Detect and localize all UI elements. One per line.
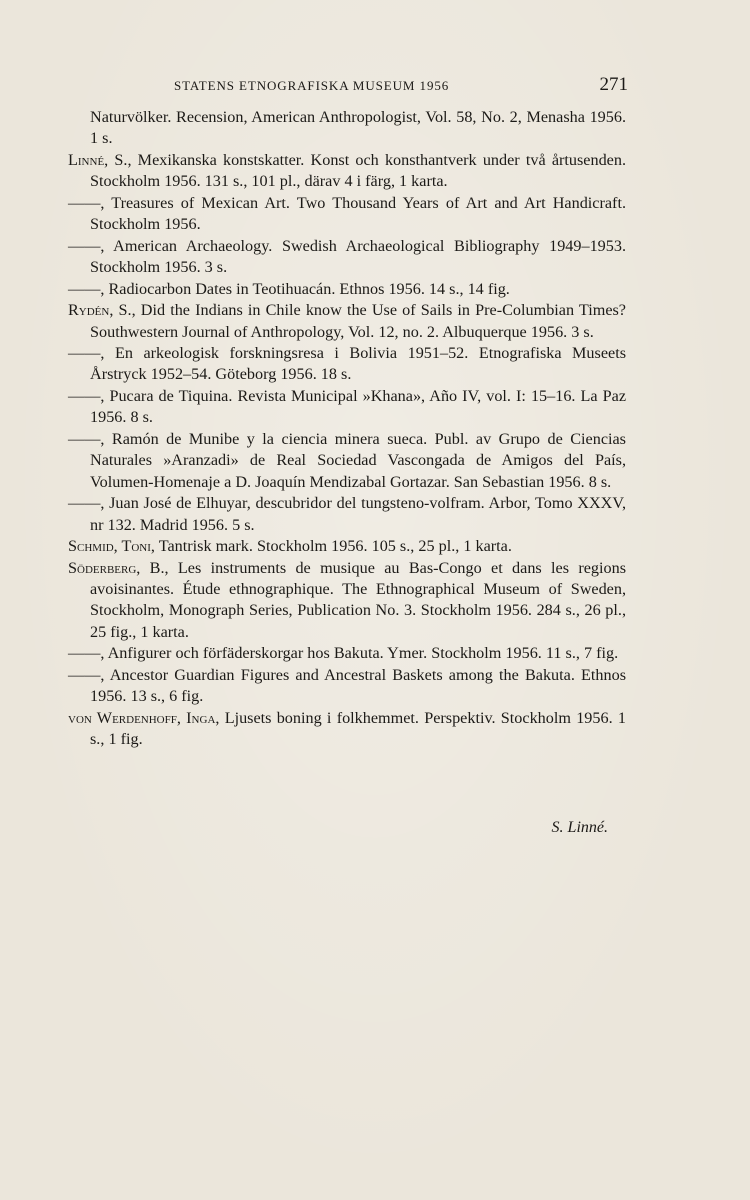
entry-text: ——, Pucara de Tiquina. Revista Municipal »Khana», Año IV, vol. I: 15–16. La Paz 1956. 8 s.	[68, 386, 626, 427]
entry-text: ——, Ancestor Guardian Figures and Ancestral Baskets among the Bakuta. Ethnos 1956. 13 s., 6 fig.	[68, 665, 626, 706]
bibliography-entry	[68, 300, 626, 343]
entry-text: , S., Mexikanska konstskatter. Konst och konsthantverk under två årtusenden. Stockholm 1956. 131 s., 101 pl., därav 4 i färg, 1 karta.	[90, 150, 626, 191]
entry-author: von Werdenhoff, Inga	[68, 708, 216, 727]
entry-text: ——, En arkeologisk forskningsresa i Bolivia 1951–52. Etnografiska Museets Årstryck 1952–54. Göteborg 1956. 18 s.	[68, 343, 626, 384]
bibliography-entry	[68, 429, 626, 493]
entry-text: ——, Treasures of Mexican Art. Two Thousand Years of Art and Art Handicraft. Stockholm 1956.	[68, 193, 626, 234]
bibliography-entry	[68, 558, 626, 644]
bibliography-entry	[68, 708, 626, 751]
bibliography-entry	[68, 665, 626, 708]
page-number: 271	[599, 74, 628, 95]
entry-text: ——, Ramón de Munibe y la ciencia minera sueca. Publ. av Grupo de Ciencias Naturales »Aranzadi» de Real Sociedad Vascongada de Amigos del País, Volumen-Homenaje a D. Joaquín Mendizabal Gortazar. San Sebastian 1956. 8 s.	[68, 429, 626, 491]
entry-text: ——, Anfigurer och förfäderskorgar hos Bakuta. Ymer. Stockholm 1956. 11 s., 7 fig.	[68, 644, 619, 663]
entry-text: , S., Did the Indians in Chile know the Use of Sails in Pre-Columbian Times? Southwestern Journal of Anthropology, Vol. 12, no. 2. Albuquerque 1956. 3 s.	[90, 301, 626, 341]
entry-text: ——, Radiocarbon Dates in Teotihuacán. Ethnos 1956. 14 s., 14 fig.	[68, 279, 510, 298]
bibliography-entry	[68, 643, 626, 664]
bibliography-entry	[68, 279, 626, 300]
bibliography-entry	[68, 193, 626, 236]
bibliography-entry	[68, 343, 626, 386]
entry-text: , B., Les instruments de musique au Bas-Congo et dans les regions avoisinantes. Étude ethnographique. The Ethnographical Museum of Sweden, Stockholm, Monograph Series, Publication No. 3. Stockholm 1956. 284 s., 26 pl., 25 fig., 1 karta.	[90, 558, 626, 641]
entry-author: Schmid, Toni	[68, 537, 151, 556]
entry-text: ——, American Archaeology. Swedish Archaeological Bibliography 1949–1953. Stockholm 1956. 3 s.	[68, 236, 626, 277]
bibliography-entry	[68, 386, 626, 429]
bibliography-entry	[68, 536, 626, 557]
bibliography-list	[68, 107, 626, 751]
bibliography-entry	[68, 107, 626, 150]
bibliography-entry	[68, 493, 626, 536]
entry-text: ——, Juan José de Elhuyar, descubridor del tungsteno-volfram. Arbor, Tomo XXXV, nr 132. Madrid 1956. 5 s.	[68, 494, 626, 534]
bibliography-entry	[68, 236, 626, 279]
page-header	[174, 76, 628, 100]
bibliography-entry	[68, 150, 626, 193]
entry-author: Rydén	[68, 301, 110, 320]
entry-author: Söderberg	[68, 558, 137, 577]
entry-text: , Ljusets boning i folkhemmet. Perspektiv. Stockholm 1956. 1 s., 1 fig.	[90, 708, 626, 749]
entry-author: Linné	[68, 150, 105, 169]
entry-text: Naturvölker. Recension, American Anthropologist, Vol. 58, No. 2, Menasha 1956. 1 s.	[90, 108, 626, 148]
running-head: STATENS ETNOGRAFISKA MUSEUM 1956	[174, 78, 450, 93]
entry-text: , Tantrisk mark. Stockholm 1956. 105 s., 25 pl., 1 karta.	[150, 537, 512, 556]
author-signature: S. Linné.	[551, 819, 608, 836]
